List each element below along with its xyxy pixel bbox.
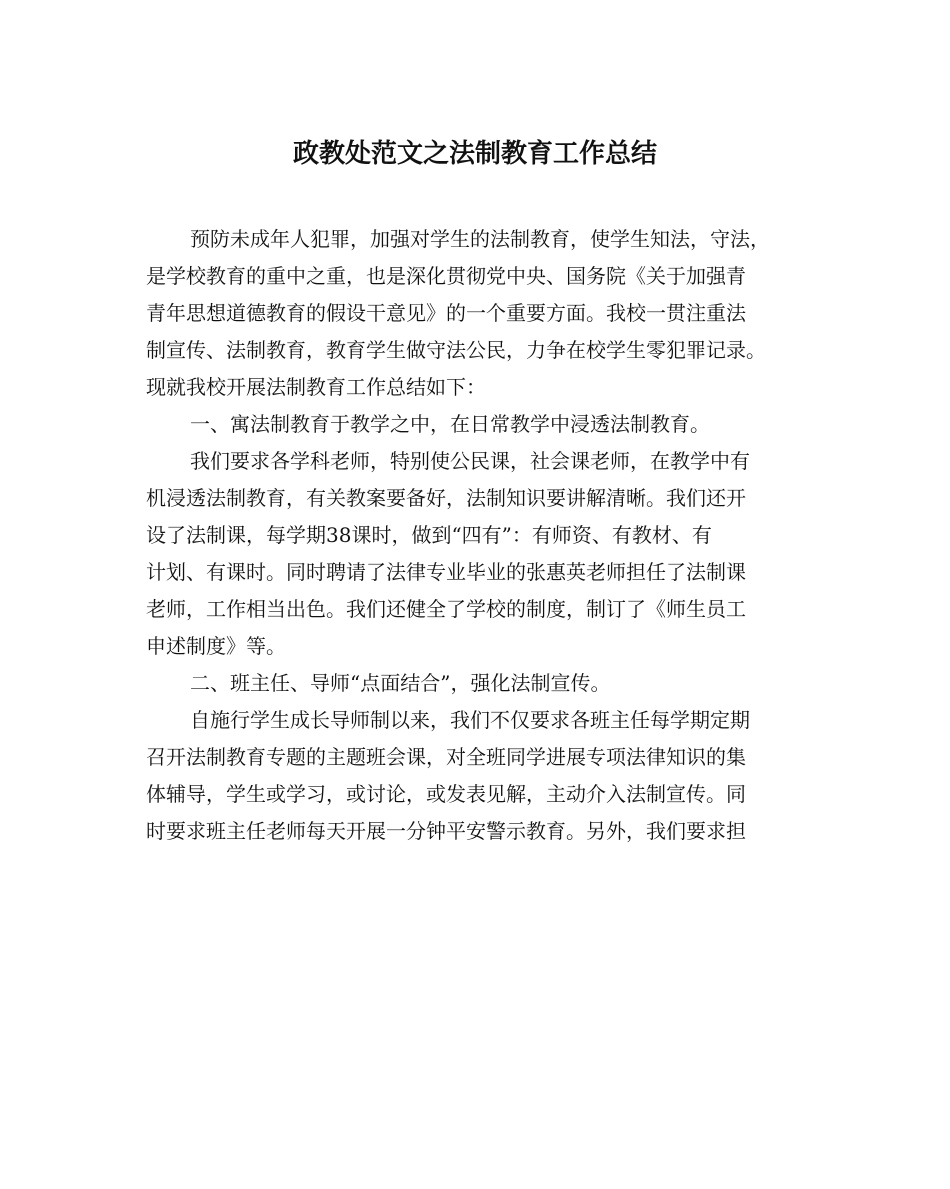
body-line: 二、班主任、导师“点面结合”，强化法制宣传。 xyxy=(190,671,611,695)
body-line: 制宣传、法制教育，教育学生做守法公民，力争在校学生零犯罪记录。 xyxy=(146,338,766,362)
body-line: 计划、有课时。同时聘请了法律专业毕业的张惠英老师担任了法制课 xyxy=(146,560,746,584)
body-line: 是学校教育的重中之重，也是深化贯彻党中央、国务院《关于加强青 xyxy=(146,264,746,288)
body-line: 青年思想道德教育的假设干意见》的一个重要方面。我校一贯注重法 xyxy=(146,301,746,325)
body-line: 设了法制课，每学期38课时，做到“四有”：有师资、有教材、有 xyxy=(146,523,712,547)
body-line: 一、寓法制教育于教学之中，在日常教学中浸透法制教育。 xyxy=(190,412,710,436)
body-line: 我们要求各学科老师，特别使公民课，社会课老师，在教学中有 xyxy=(190,449,750,473)
body-line: 老师，工作相当出色。我们还健全了学校的制度，制订了《师生员工 xyxy=(146,597,746,621)
body-line: 体辅导，学生或学习，或讨论，或发表见解，主动介入法制宣传。同 xyxy=(146,782,746,806)
body-line: 自施行学生成长导师制以来，我们不仅要求各班主任每学期定期 xyxy=(190,708,750,732)
body-line: 预防未成年人犯罪，加强对学生的法制教育，使学生知法，守法， xyxy=(190,227,770,251)
body-line: 申述制度》等。 xyxy=(146,634,286,658)
body-line: 现就我校开展法制教育工作总结如下： xyxy=(146,375,486,399)
document-title: 政教处范文之法制教育工作总结 xyxy=(292,139,657,169)
body-line: 时要求班主任老师每天开展一分钟平安警示教育。另外，我们要求担 xyxy=(146,819,746,843)
document-body xyxy=(146,221,826,850)
body-line: 机浸透法制教育，有关教案要备好，法制知识要讲解清晰。我们还开 xyxy=(146,486,746,510)
body-line: 召开法制教育专题的主题班会课，对全班同学进展专项法律知识的集 xyxy=(146,745,746,769)
